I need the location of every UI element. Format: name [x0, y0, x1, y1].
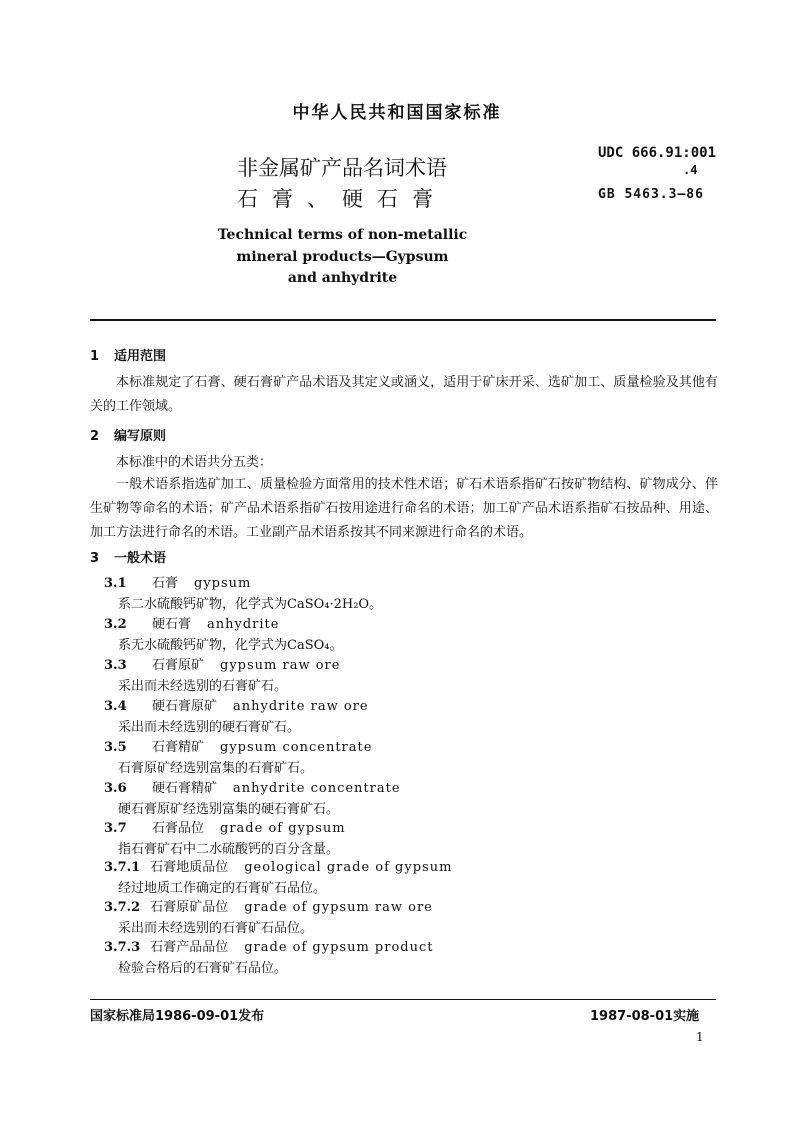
section-heading-2 [90, 425, 166, 444]
title-zh-line1: 非金属矿产品名词术语 [237, 156, 447, 180]
section-title: 适用范围 [114, 349, 167, 364]
top-rule [90, 319, 716, 321]
section-number: 1 [90, 349, 100, 364]
section-number: 3 [90, 551, 100, 566]
section-title: 一般术语 [114, 551, 167, 566]
term-definition: 采出而未经选别的硬石膏矿石。 [118, 720, 301, 735]
term-definition: 指石膏矿石中二水硫酸钙的百分含量。 [118, 842, 340, 857]
title-en-line2: mineral products—Gypsum [236, 249, 449, 265]
nation-standard-heading: 中华人民共和国国家标准 [292, 103, 502, 123]
term-3-5: 3.5 石膏精矿 gypsum concentrate [104, 740, 373, 755]
scope-paragraph: 本标准规定了石膏、硬石膏矿产品术语及其定义或涵义，适用于矿床开采、选矿加工、质量检验及其他有关的工作领域。 [90, 375, 718, 414]
term-definition: 硬石膏原矿经选别富集的硬石膏矿石。 [118, 802, 340, 817]
gb-standard-code: GB 5463.3—86 [598, 187, 704, 202]
term-definition: 经过地质工作确定的石膏矿石品位。 [118, 881, 327, 896]
term-3-7-1: 3.7.1 石膏地质品位 geological grade of gypsum [104, 860, 453, 875]
section-number: 2 [90, 429, 100, 444]
title-en-line1: Technical terms of non-metallic [217, 227, 468, 243]
udc-code: UDC 666.91:001 [598, 145, 717, 161]
term-3-1: 3.1 石膏 gypsum [104, 576, 252, 591]
section-heading-3 [90, 547, 166, 566]
term-definition: 采出而未经选别的石膏矿石。 [118, 679, 288, 694]
term-3-7-2: 3.7.2 石膏原矿品位 grade of gypsum raw ore [104, 900, 433, 915]
section-heading-1 [90, 345, 166, 364]
term-3-4: 3.4 硬石膏原矿 anhydrite raw ore [104, 699, 369, 714]
term-definition: 石膏原矿经选别富集的石膏矿石。 [118, 761, 314, 776]
term-3-7-3: 3.7.3 石膏产品品位 grade of gypsum product [104, 940, 434, 955]
title-zh-line2: 石膏、硬石膏 [237, 187, 447, 211]
title-en-line3: and anhydrite [287, 270, 398, 286]
page-number: 1 [696, 1030, 704, 1044]
term-definition: 系无水硫酸钙矿物，化学式为CaSO₄。 [118, 638, 343, 653]
bottom-rule [90, 999, 716, 1000]
term-definition: 采出而未经选别的石膏矿石品位。 [118, 921, 314, 936]
term-definition: 检验合格后的石膏矿石品位。 [118, 961, 288, 976]
principle-intro: 本标准中的术语共分五类： [116, 455, 273, 470]
effective-date: 1987-08-01实施 [590, 1009, 700, 1024]
term-3-6: 3.6 硬石膏精矿 anhydrite concentrate [104, 781, 401, 796]
term-3-7: 3.7 石膏品位 grade of gypsum [104, 821, 346, 836]
section-title: 编写原则 [114, 429, 167, 444]
term-definition: 系二水硫酸钙矿物，化学式为CaSO₄·2H₂O。 [118, 597, 383, 612]
term-3-2: 3.2 硬石膏 anhydrite [104, 617, 280, 632]
udc-code-continued: .4 [683, 163, 698, 177]
term-3-3: 3.3 石膏原矿 gypsum raw ore [104, 658, 341, 673]
principle-detail: 一般术语系指选矿加工、质量检验方面常用的技术性术语；矿石术语系指矿石按矿物结构、矿物成分、伴生矿物等命名的术语；矿产品术语系指矿石按用途进行命名的术语；加工矿产品术语系指矿石按品种、用途、加工方法进行命名的术语。工业副产品术语系按其不同来源进行命名的术语。 [90, 477, 718, 540]
issue-date: 国家标准局1986-09-01发布 [90, 1009, 265, 1024]
